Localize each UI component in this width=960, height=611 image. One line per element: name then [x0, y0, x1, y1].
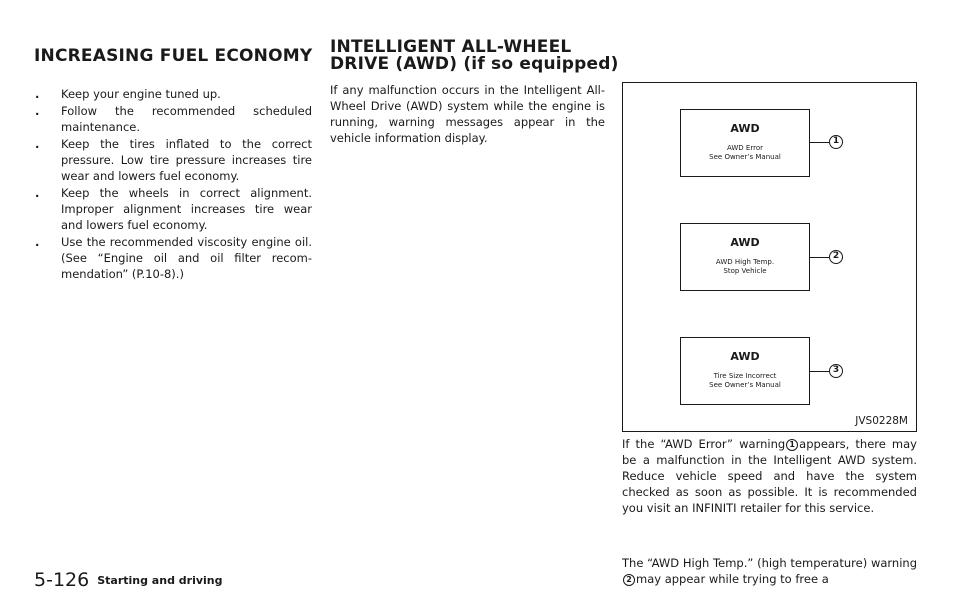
awd-heading-line2: DRIVE (AWD) (if so equipped): [330, 54, 619, 74]
bullet-icon: .: [35, 235, 40, 249]
display-message: AWD Error See Owner’s Manual: [709, 144, 781, 161]
footer-section-title: Starting and driving: [97, 573, 223, 587]
display-message: Tire Size Incorrect See Owner’s Manual: [709, 372, 781, 389]
page-footer: [34, 569, 222, 591]
awd-high-temp-paragraph: The “AWD High Temp.” (high temperature) warning2 may appear while trying to free a: [622, 556, 917, 586]
callout-leader: [810, 371, 829, 372]
bullet-icon: .: [35, 104, 40, 118]
awd-error-display: [680, 109, 810, 177]
awd-intro-paragraph: If any malfunction occurs in the Intelligent All-Wheel Drive (AWD) system while the engine is running, warning messages appear in the vehicle information display.: [330, 83, 605, 145]
list-item: . Follow the recommended scheduled maintenance.: [35, 104, 312, 134]
tire-size-display: [680, 337, 810, 405]
list-item: . Use the recommended viscosity engine oil. (See “Engine oil and oil filter recom-mendation” (P.10-8).): [35, 235, 312, 281]
awd-high-temp-display: [680, 223, 810, 291]
bullet-icon: .: [35, 137, 40, 151]
list-item: . Keep the wheels in correct alignment. Improper alignment increases tire wear and lowers fuel economy.: [35, 186, 312, 232]
callout-leader: [810, 257, 829, 258]
callout-leader: [810, 142, 829, 143]
list-item: . Keep your engine tuned up.: [35, 87, 221, 101]
section-heading-fuel-economy: INCREASING FUEL ECONOMY: [34, 46, 313, 66]
circled-number-2-icon: 2: [623, 574, 635, 586]
display-title: AWD: [730, 350, 760, 363]
callout-number-2: 2: [829, 250, 843, 264]
display-title: AWD: [730, 122, 760, 135]
display-title: AWD: [730, 236, 760, 249]
awd-warning-figure: [622, 82, 917, 432]
figure-code: JVS0228M: [855, 415, 908, 427]
callout-number-1: 1: [829, 135, 843, 149]
callout-number-3: 3: [829, 364, 843, 378]
bullet-icon: .: [35, 186, 40, 200]
fuel-economy-list: [34, 86, 312, 283]
page-number: 5-126: [34, 569, 90, 591]
bullet-icon: .: [35, 87, 40, 101]
display-message: AWD High Temp. Stop Vehicle: [715, 258, 775, 275]
circled-number-1-icon: 1: [786, 439, 798, 451]
list-item: . Keep the tires inflated to the correct pressure. Low tire pressure increases tire wear and lowers fuel economy.: [35, 137, 312, 183]
awd-error-paragraph: If the “AWD Error” warning 1 appears, there may be a malfunction in the Intelligent AWD system. Reduce vehicle speed and have the system checked as soon as possible. It is recommended you visit an INFINITI retailer for this service.: [622, 437, 917, 515]
awd-heading-line1: INTELLIGENT ALL-WHEEL: [330, 37, 572, 57]
section-heading-awd: [330, 39, 619, 73]
